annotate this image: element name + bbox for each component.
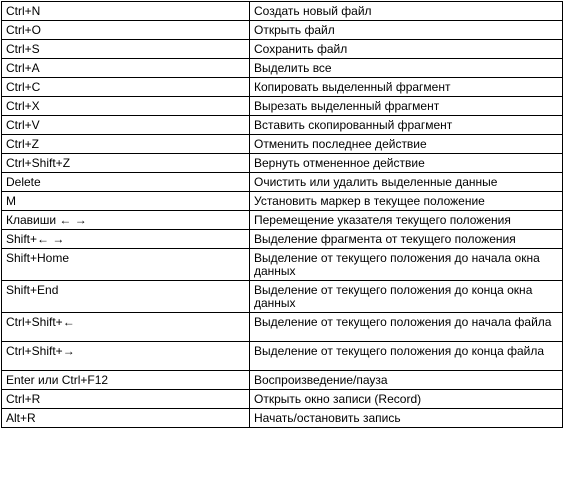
table-row <box>2 313 563 342</box>
table-row <box>2 211 563 230</box>
shortcut-keys-cell: Ctrl+C <box>2 78 250 97</box>
shortcut-keys-cell: Ctrl+V <box>2 116 250 135</box>
table-row <box>2 78 563 97</box>
shortcut-action-cell: Воспроизведение/пауза <box>250 371 563 390</box>
shortcut-action-cell: Вернуть отмененное действие <box>250 154 563 173</box>
shortcut-keys-cell: Ctrl+Shift+→ <box>2 342 250 371</box>
table-row <box>2 116 563 135</box>
shortcut-action-cell: Отменить последнее действие <box>250 135 563 154</box>
table-row <box>2 371 563 390</box>
shortcut-keys-cell: Ctrl+S <box>2 40 250 59</box>
shortcut-action-cell: Выделение фрагмента от текущего положения <box>250 230 563 249</box>
shortcut-keys-cell: Delete <box>2 173 250 192</box>
shortcut-action-cell: Выделить все <box>250 59 563 78</box>
shortcut-keys-cell: M <box>2 192 250 211</box>
shortcut-keys-cell: Ctrl+X <box>2 97 250 116</box>
shortcut-action-cell: Выделение от текущего положения до конца файла <box>250 342 563 371</box>
table-row <box>2 173 563 192</box>
shortcut-action-cell: Начать/остановить запись <box>250 409 563 428</box>
shortcut-action-cell: Копировать выделенный фрагмент <box>250 78 563 97</box>
shortcut-keys-cell: Shift+End <box>2 281 250 313</box>
shortcut-keys-cell: Ctrl+A <box>2 59 250 78</box>
shortcut-keys-cell: Enter или Ctrl+F12 <box>2 371 250 390</box>
table-row <box>2 230 563 249</box>
table-row <box>2 192 563 211</box>
shortcuts-table <box>1 1 563 428</box>
table-row <box>2 390 563 409</box>
table-row <box>2 342 563 371</box>
table-row <box>2 409 563 428</box>
shortcut-action-cell: Вставить скопированный фрагмент <box>250 116 563 135</box>
shortcut-action-cell: Создать новый файл <box>250 2 563 21</box>
shortcut-action-cell: Открыть окно записи (Record) <box>250 390 563 409</box>
shortcut-keys-cell: Shift+Home <box>2 249 250 281</box>
shortcut-keys-cell: Ctrl+Shift+← <box>2 313 250 342</box>
shortcut-keys-cell: Ctrl+O <box>2 21 250 40</box>
table-row <box>2 154 563 173</box>
shortcut-action-cell: Выделение от текущего положения до конца окна данных <box>250 281 563 313</box>
shortcut-keys-cell: Alt+R <box>2 409 250 428</box>
shortcut-keys-cell: Клавиши ← → <box>2 211 250 230</box>
table-row <box>2 97 563 116</box>
table-row <box>2 281 563 313</box>
shortcut-keys-cell: Ctrl+Z <box>2 135 250 154</box>
shortcut-action-cell: Сохранить файл <box>250 40 563 59</box>
shortcut-keys-cell: Shift+← → <box>2 230 250 249</box>
table-row <box>2 21 563 40</box>
shortcut-action-cell: Выделение от текущего положения до начала файла <box>250 313 563 342</box>
shortcut-action-cell: Перемещение указателя текущего положения <box>250 211 563 230</box>
shortcut-keys-cell: Ctrl+R <box>2 390 250 409</box>
table-row <box>2 135 563 154</box>
shortcut-action-cell: Очистить или удалить выделенные данные <box>250 173 563 192</box>
shortcut-keys-cell: Ctrl+N <box>2 2 250 21</box>
table-row <box>2 59 563 78</box>
table-row <box>2 249 563 281</box>
shortcut-action-cell: Открыть файл <box>250 21 563 40</box>
shortcut-action-cell: Установить маркер в текущее положение <box>250 192 563 211</box>
table-row <box>2 2 563 21</box>
shortcut-action-cell: Вырезать выделенный фрагмент <box>250 97 563 116</box>
shortcut-action-cell: Выделение от текущего положения до начала окна данных <box>250 249 563 281</box>
table-row <box>2 40 563 59</box>
shortcut-keys-cell: Ctrl+Shift+Z <box>2 154 250 173</box>
